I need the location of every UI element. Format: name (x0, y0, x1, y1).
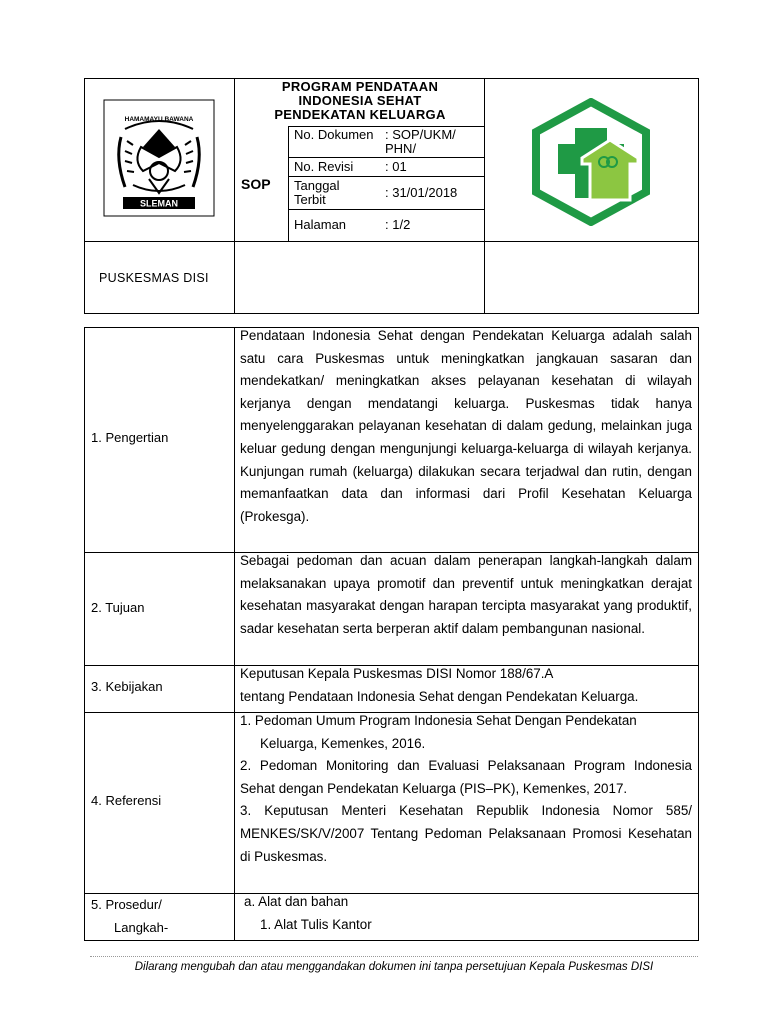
logo-motto: HAMAMAYU BAWANA (124, 116, 194, 123)
field-value-date: : 31/01/2018 (385, 185, 458, 200)
section-label-pengertian: 1. Pengertian (91, 430, 169, 445)
document-header (84, 78, 699, 314)
field-value-page: : 1/2 (385, 217, 411, 232)
field-label-date: Tanggal Terbit (294, 178, 340, 207)
field-label-doc-number: No. Dokumen (294, 127, 374, 142)
procedure-item: 1. Alat Tulis Kantor (260, 916, 372, 932)
section-text-kebijakan (240, 663, 692, 708)
label-line: 5. Prosedur/ (91, 897, 162, 912)
logo-name: SLEMAN (140, 198, 178, 209)
section-label-kebijakan: 3. Kebijakan (91, 679, 163, 694)
document-title (235, 80, 485, 122)
sop-content-table (84, 327, 699, 941)
label-line: Langkah- (114, 919, 169, 935)
title-line: PENDEKATAN KELUARGA (274, 107, 446, 122)
paragraph: Sebagai pedoman dan acuan dalam penerapan langkah-langkah dalam melaksanakan upaya promotif dan preventif untuk meningkatkan derajat kesehatan masyarakat dengan harapan tercipta masyarakat yang produktif, sadar kesehatan serta berperan aktif dalam pembangunan nasional. (240, 553, 692, 636)
puskesmas-logo (530, 98, 652, 226)
field-label-page: Halaman (294, 217, 347, 232)
paragraph: tentang Pendataan Indonesia Sehat dengan Pendekatan Keluarga. (240, 688, 639, 704)
organization-name: PUSKESMAS DISI (99, 271, 209, 285)
paragraph: Pendataan Indonesia Sehat dengan Pendekatan Keluarga adalah salah satu cara Puskesmas untuk meningkatkan jangkauan sasaran dan mendekatkan/ meningkatkan akses pelayanan kesehatan di wilayah kerjanya dengan mendatangi keluarga. Puskesmas tidak hanya menyelenggarakan pelayanan kesehatan di dalam gedung, melainkan juga keluar gedung dengan mengunjungi keluarga-keluarga di wilayah kerjanya. Kunjungan rumah (keluarga) dilakukan secara terjadwal dan rutin, dengan memanfaatkan data dan informasi dari Profil Kesehatan Keluarga (Prokesga). (240, 328, 692, 524)
procedure-item: a. Alat dan bahan (244, 894, 349, 909)
reference-item: 2. Pedoman Monitoring dan Evaluasi Pelaksanaan Program Indonesia Sehat dengan Pendekatan Keluarga (PIS–PK), Kemenkes, 2017. (240, 758, 692, 796)
section-text-referensi (240, 710, 692, 868)
title-line: PROGRAM PENDATAAN (281, 79, 439, 94)
section-label-prosedur (91, 894, 168, 939)
reference-item: 3. Keputusan Menteri Kesehatan Republik Indonesia Nomor 585/ MENKES/SK/V/2007 Tentang Pedoman Pelaksanaan Promosi Kesehatan di Puskesmas. (240, 803, 692, 864)
section-label-referensi: 4. Referensi (91, 793, 162, 808)
reference-item: 1. Pedoman Umum Program Indonesia Sehat Dengan Pendekatan (240, 713, 637, 728)
sop-label: SOP (241, 176, 271, 192)
section-label-tujuan: 2. Tujuan (91, 600, 145, 615)
paragraph: Keputusan Kepala Puskesmas DISI Nomor 188/67.A (240, 666, 554, 681)
footer-disclaimer: Dilarang mengubah dan atau menggandakan dokumen ini tanpa persetujuan Kepala Puskesmas DISI (90, 956, 698, 973)
reference-item: Keluarga, Kemenkes, 2016. (260, 735, 426, 751)
section-text-prosedur (240, 891, 692, 936)
field-value-revision: : 01 (385, 159, 407, 174)
field-value-doc-number: : SOP/UKM/ PHN/ (385, 127, 456, 156)
section-text-tujuan (240, 550, 692, 640)
section-text-pengertian (240, 325, 692, 528)
sleman-logo (103, 99, 215, 217)
title-line: INDONESIA SEHAT (298, 93, 422, 108)
field-label-revision: No. Revisi (294, 159, 354, 174)
